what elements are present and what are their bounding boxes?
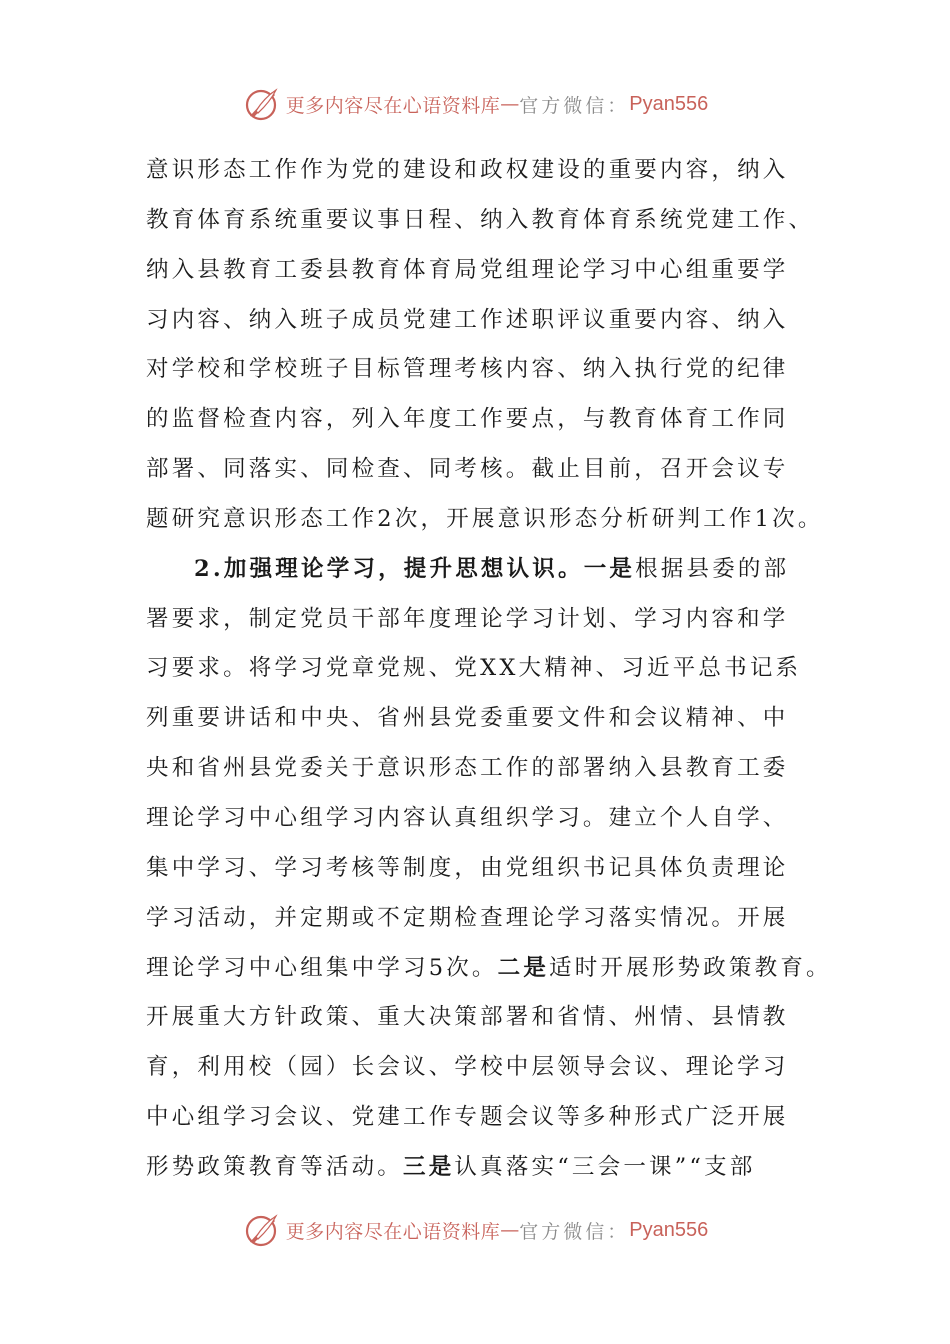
text-line: [146, 146, 836, 196]
text-segment: 理论学习中心组学习内容认真组织学习。建立个人自学、: [146, 804, 789, 831]
watermark-header: [0, 84, 950, 124]
watermark-wechat-id: Pyan556: [629, 92, 709, 115]
quill-logo-icon: [242, 1210, 282, 1250]
text-segment: 的监督检查内容，列入年度工作要点，与教育体育工作同: [146, 406, 789, 433]
text-segment: 理论学习中心组集中学习5次。: [146, 954, 498, 981]
text-line: [146, 844, 836, 894]
text-segment: 中心组学习会议、党建工作专题会议等多种形式广泛开展: [146, 1104, 789, 1131]
text-segment: 教育体育系统重要议事日程、纳入教育体育系统党建工作、: [146, 206, 815, 233]
bold-text-segment: 二是: [497, 954, 550, 981]
quill-logo-icon: [242, 84, 282, 124]
text-segment: 认真落实“三会一课”“支部: [454, 1153, 756, 1180]
text-line: [146, 1143, 836, 1193]
text-line: [146, 744, 836, 794]
text-line: [146, 246, 836, 296]
text-segment: 形势政策教育等活动。: [146, 1153, 404, 1180]
text-segment: 学习活动，并定期或不定期检查理论学习落实情况。开展: [146, 904, 789, 931]
text-segment: 部署、同落实、同检查、同考核。截止目前，召开会议专: [146, 456, 789, 483]
watermark-label: 官方微信：: [519, 94, 630, 117]
watermark-site-text: 更多内容尽在心语资料库: [285, 94, 501, 117]
text-segment: 意识形态工作作为党的建设和政权建设的重要内容，纳入: [146, 157, 789, 183]
text-segment: 习要求。将学习党章党规、党XX大精神、习近平总书记系: [146, 655, 802, 682]
text-line: [146, 644, 836, 694]
watermark-wechat-id: Pyan556: [629, 1218, 709, 1241]
text-segment: 习内容、纳入班子成员党建工作述职评议重要内容、纳入: [146, 306, 789, 333]
text-segment: 根据县委的部: [635, 555, 790, 582]
text-line: [146, 993, 836, 1043]
bold-text-segment: 三是: [403, 1153, 455, 1180]
text-line: [146, 495, 836, 545]
text-segment: 央和省州县党委关于意识形态工作的部署纳入县教育工委: [146, 755, 789, 782]
text-line: [146, 944, 836, 994]
text-segment: 对学校和学校班子目标管理考核内容、纳入执行党的纪律: [146, 356, 789, 383]
text-segment: 题研究意识形态工作2次，开展意识形态分析研判工作1次。: [146, 505, 824, 532]
text-line: [146, 545, 836, 595]
text-line: [146, 1043, 836, 1093]
text-segment: 集中学习、学习考核等制度，由党组织书记具体负责理论: [146, 854, 789, 881]
text-segment: 开展重大方针政策、重大决策部署和省情、州情、县情教: [146, 1004, 789, 1031]
watermark-separator: —: [500, 1219, 520, 1241]
watermark-separator: —: [500, 93, 520, 115]
text-line: [146, 445, 836, 495]
watermark-footer: [0, 1210, 950, 1250]
text-line: [146, 345, 836, 395]
watermark-site-text: 更多内容尽在心语资料库: [285, 1220, 501, 1243]
text-segment: 育，利用校（园）长会议、学校中层领导会议、理论学习: [146, 1054, 789, 1081]
text-line: [146, 296, 836, 346]
text-line: [146, 694, 836, 744]
text-line: [146, 794, 836, 844]
text-line: [146, 595, 836, 645]
document-body: [146, 146, 836, 1193]
text-segment: 列重要讲话和中央、省州县党委重要文件和会议精神、中: [146, 705, 789, 732]
text-line: [146, 894, 836, 944]
watermark-label: 官方微信：: [519, 1220, 630, 1243]
bold-text-segment: 2.加强理论学习，提升思想认识。一是: [194, 555, 636, 582]
text-line: [146, 196, 836, 246]
text-line: [146, 395, 836, 445]
text-segment: 署要求，制定党员干部年度理论学习计划、学习内容和学: [146, 605, 789, 632]
text-segment: 纳入县教育工委县教育体育局党组理论学习中心组重要学: [146, 256, 789, 283]
text-segment: 适时开展形势政策教育。: [549, 954, 832, 981]
text-line: [146, 1093, 836, 1143]
